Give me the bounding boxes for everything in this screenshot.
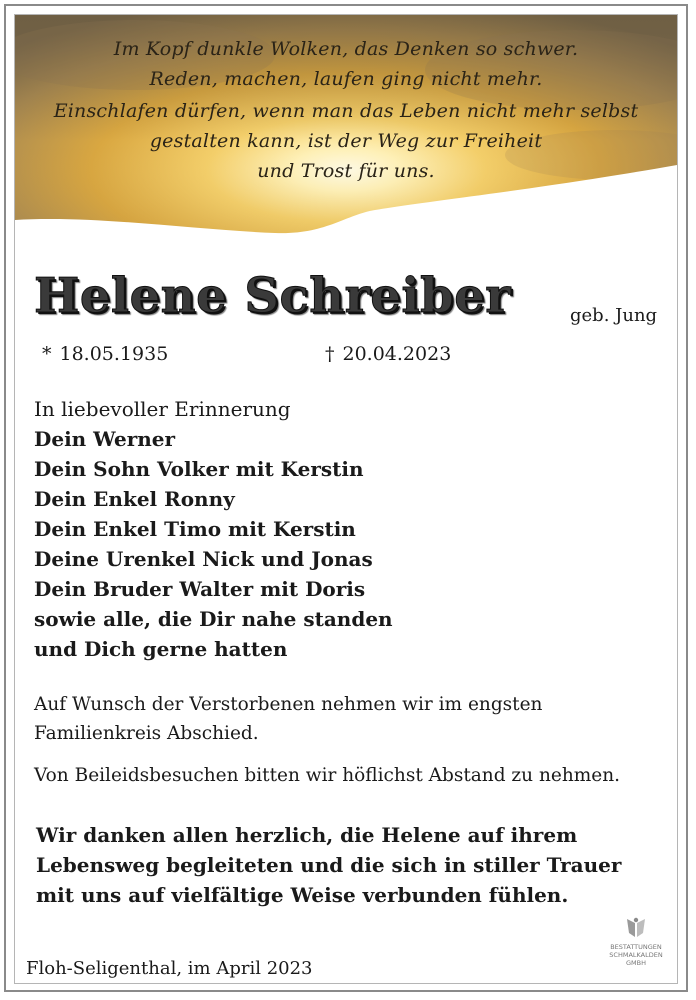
thanks-line-2: Lebensweg begleiteten und die sich in stiller Trauer — [36, 853, 622, 877]
death-date-line — [325, 343, 451, 365]
mourners-list — [34, 394, 393, 664]
condolence-notice: Von Beileidsbesuchen bitten wir höflichst Abstand zu nehmen. — [34, 765, 621, 786]
death-cross-icon: † — [325, 343, 335, 365]
mourner-line: Deine Urenkel Nick und Jonas — [34, 547, 373, 571]
poem — [15, 34, 677, 186]
poem-line-4: gestalten kann, ist der Weg zur Freiheit — [149, 130, 543, 152]
mourner-line: Dein Enkel Ronny — [34, 487, 235, 511]
logo-emblem-icon — [623, 915, 649, 941]
mourner-line: und Dich gerne hatten — [34, 637, 288, 661]
maiden-name: geb. Jung — [570, 305, 658, 326]
death-date: 20.04.2023 — [342, 343, 452, 365]
thanks-line-3: mit uns auf vielfältige Weise verbunden fühlen. — [36, 883, 569, 907]
mourner-line: Dein Bruder Walter mit Doris — [34, 577, 366, 601]
thanks-line-1: Wir danken allen herzlich, die Helene auf ihrem — [36, 823, 578, 847]
logo-line-2: SCHMALKALDEN — [609, 951, 663, 959]
logo-line-3: GMBH — [626, 959, 646, 967]
poem-line-3: Einschlafen dürfen, wenn man das Leben nicht mehr selbst — [53, 100, 639, 122]
birth-date: 18.05.1935 — [59, 343, 169, 365]
farewell-line-2: Familienkreis Abschied. — [34, 723, 259, 744]
poem-line-5: und Trost für uns. — [257, 160, 435, 182]
birth-date-line — [42, 343, 168, 365]
poem-line-2: Reden, machen, laufen ging nicht mehr. — [149, 68, 543, 90]
thanks-message — [36, 820, 656, 910]
mourner-line: Dein Werner — [34, 427, 176, 451]
deceased-name: Helene Schreiber — [34, 268, 512, 324]
funeral-home-logo — [606, 915, 666, 967]
mourner-line: Dein Enkel Timo mit Kerstin — [34, 517, 356, 541]
poem-line-1: Im Kopf dunkle Wolken, das Denken so schwer. — [113, 38, 579, 60]
mourner-line: Dein Sohn Volker mit Kerstin — [34, 457, 364, 481]
place-and-date: Floh-Seligenthal, im April 2023 — [26, 958, 313, 979]
mourners-intro: In liebevoller Erinnerung — [34, 397, 291, 421]
logo-line-1: BESTATTUNGEN — [610, 943, 662, 951]
farewell-notice — [34, 690, 634, 748]
farewell-line-1: Auf Wunsch der Verstorbenen nehmen wir im engsten — [34, 694, 543, 715]
birth-star-icon: * — [42, 343, 52, 365]
mourner-line: sowie alle, die Dir nahe standen — [34, 607, 393, 631]
